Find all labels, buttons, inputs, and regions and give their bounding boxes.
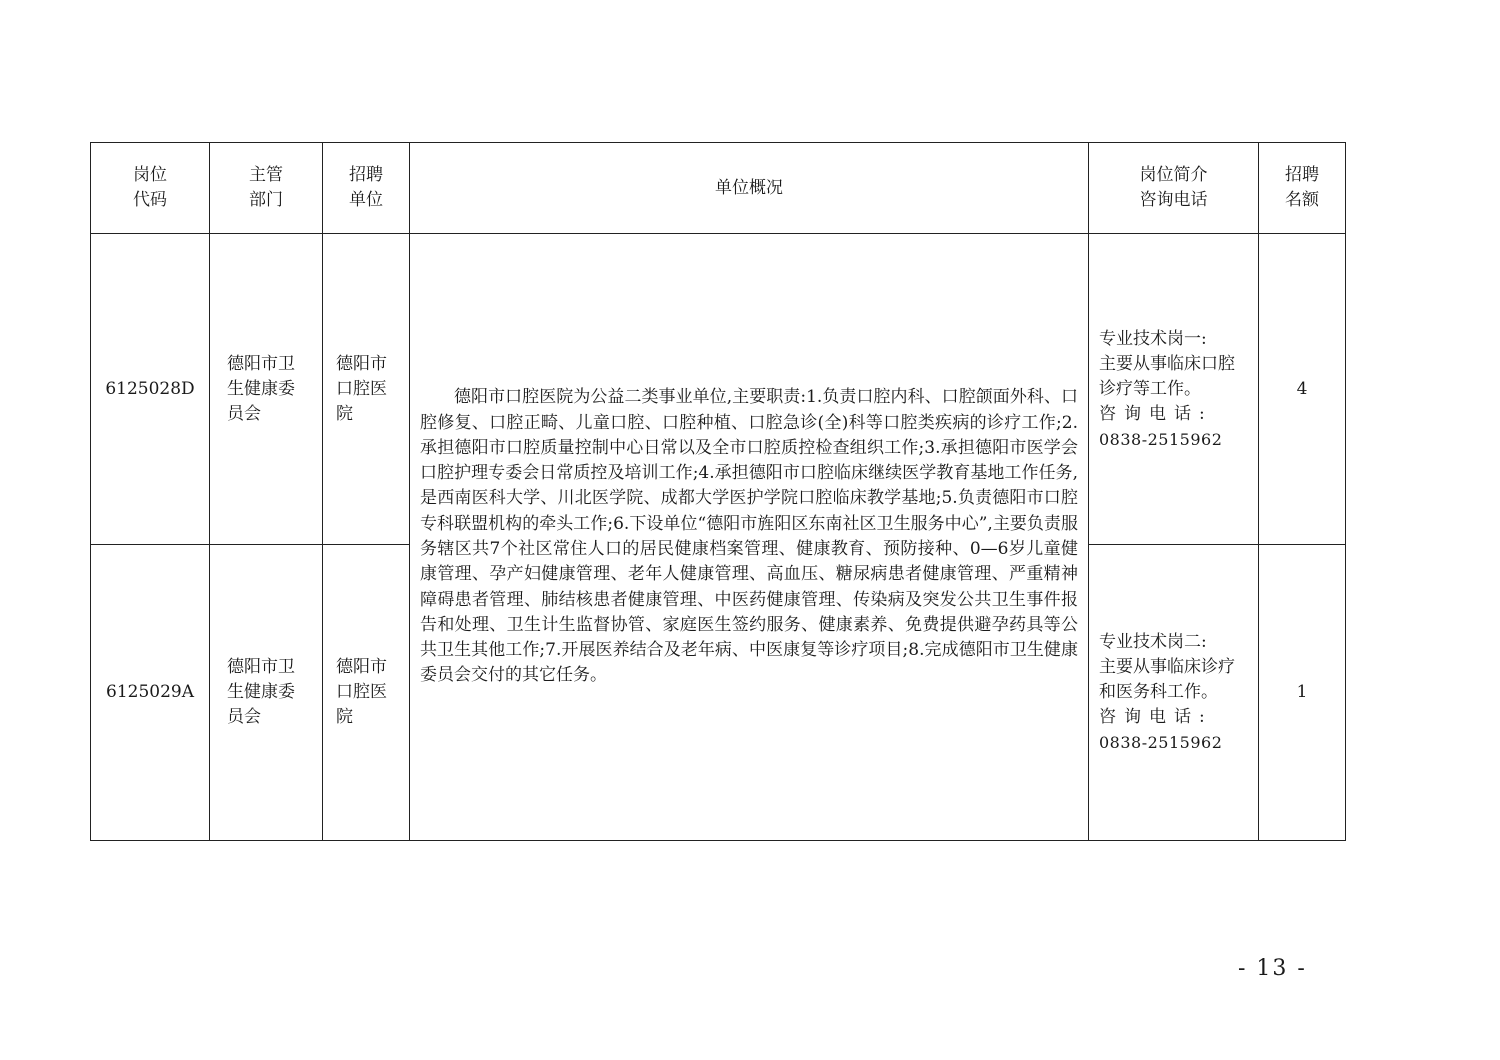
header-row <box>91 143 1346 234</box>
phone-label: 咨询电话: <box>1099 403 1213 424</box>
table-row <box>91 234 1346 545</box>
phone-number: 0838-2515962 <box>1099 429 1223 449</box>
header-code: 岗位 代码 <box>91 143 210 234</box>
unit-text: 德阳市口腔医院 <box>336 353 387 424</box>
position-brief-cell <box>1089 234 1259 545</box>
phone-number: 0838-2515962 <box>1099 733 1223 752</box>
unit-cell <box>323 234 410 545</box>
position-code: 6125028D <box>91 234 210 545</box>
page-number: - 13 - <box>1238 956 1307 981</box>
recruitment-table <box>90 142 1346 841</box>
quota-count: 1 <box>1259 545 1346 841</box>
department-text: 德阳市卫生健康委员会 <box>227 353 295 424</box>
brief-desc: 主要从事临床诊疗和医务科工作。 <box>1099 657 1235 702</box>
unit-overview-text: 德阳市口腔医院为公益二类事业单位,主要职责:1.负责口腔内科、口腔颌面外科、口腔修复、口腔正畸、儿童口腔、口腔种植、口腔急诊(全)科等口腔类疾病的诊疗工作;2.承担德阳市口腔质量控制中心日常以及全市口腔质控检查组织工作;3.承担德阳市医学会口腔护理专委会日常质控及培训工作;4.承担德阳市口腔临床继续医学教育基地工作任务,是西南医科大学、川北医学院、成都大学医护学院口腔临床教学基地;5.负责德阳市口腔专科联盟机构的牵头工作;6.下设单位“德阳市旌阳区东南社区卫生服务中心”,主要负责服务辖区共7个社区常住人口的居民健康档案管理、健康教育、预防接种、0—6岁儿童健康管理、孕产妇健康管理、老年人健康管理、高血压、糖尿病患者健康管理、严重精神障碍患者管理、肺结核患者健康管理、中医药健康管理、传染病及突发公共卫生事件报告和处理、卫生计生监督协管、家庭医生签约服务、健康素养、免费提供避孕药具等公共卫生其他工作;7.开展医养结合及老年病、中医康复等诊疗项目;8.完成德阳市卫生健康委员会交付的其它任务。 <box>420 387 1078 686</box>
position-brief <box>1099 630 1246 755</box>
department-cell <box>210 234 323 545</box>
header-brief: 岗位简介 咨询电话 <box>1089 143 1259 234</box>
unit-text: 德阳市口腔医院 <box>336 657 387 727</box>
header-unit: 招聘 单位 <box>323 143 410 234</box>
unit-cell <box>323 545 410 841</box>
header-overview: 单位概况 <box>410 143 1089 234</box>
brief-title: 专业技术岗二: <box>1099 632 1207 652</box>
unit-overview-cell <box>410 234 1089 841</box>
quota-count: 4 <box>1259 234 1346 545</box>
position-brief <box>1099 327 1246 452</box>
phone-label: 咨询电话: <box>1099 707 1213 727</box>
position-brief-cell <box>1089 545 1259 841</box>
header-count: 招聘 名额 <box>1259 143 1346 234</box>
brief-title: 专业技术岗一: <box>1099 328 1207 349</box>
brief-desc: 主要从事临床口腔诊疗等工作。 <box>1099 353 1235 399</box>
department-text: 德阳市卫生健康委员会 <box>227 657 295 727</box>
position-code: 6125029A <box>91 545 210 841</box>
department-cell <box>210 545 323 841</box>
header-dept: 主管 部门 <box>210 143 323 234</box>
